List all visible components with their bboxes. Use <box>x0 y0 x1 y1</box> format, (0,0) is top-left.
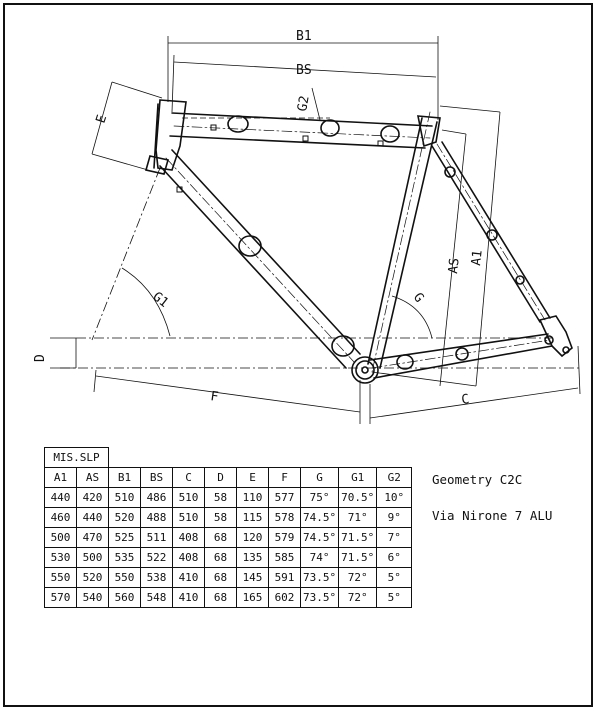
label-g2: G2 <box>295 94 313 113</box>
down-tube <box>160 150 360 368</box>
table-cell: 578 <box>269 508 301 528</box>
table-cell: 510 <box>173 488 205 508</box>
table-cell: 535 <box>109 548 141 568</box>
table-cell: 520 <box>109 508 141 528</box>
table-cell: 520 <box>77 568 109 588</box>
table-cell: 500 <box>77 548 109 568</box>
table-cell: 7° <box>377 528 412 548</box>
label-f: F <box>209 389 220 406</box>
bottom-bracket <box>352 357 378 383</box>
label-as: AS <box>446 257 463 275</box>
table-header-row <box>45 468 412 488</box>
table-cell: 9° <box>377 508 412 528</box>
table-cell: 440 <box>45 488 77 508</box>
table-cell: 68 <box>205 568 237 588</box>
table-cell: 579 <box>269 528 301 548</box>
table-cell: 68 <box>205 588 237 608</box>
column-header-f: F <box>269 468 301 488</box>
table-cell: 58 <box>205 488 237 508</box>
column-header-e: E <box>237 468 269 488</box>
table-cell: 145 <box>237 568 269 588</box>
label-c: C <box>460 392 471 408</box>
table-body <box>45 488 412 608</box>
label-g: G <box>409 290 427 306</box>
table-cell: 548 <box>141 588 173 608</box>
geometry-title: Geometry C2C <box>432 472 523 487</box>
table-cell: 540 <box>77 588 109 608</box>
table-cell: 58 <box>205 508 237 528</box>
geometry-table <box>44 447 412 608</box>
table-cell: 538 <box>141 568 173 588</box>
table-cell: 530 <box>45 548 77 568</box>
table-cell: 74° <box>301 548 339 568</box>
table-row <box>45 508 412 528</box>
table-cell: 577 <box>269 488 301 508</box>
table-cell: 510 <box>109 488 141 508</box>
label-bs: BS <box>296 63 312 78</box>
table-cell: 522 <box>141 548 173 568</box>
table-cell: 486 <box>141 488 173 508</box>
table-cell: 135 <box>237 548 269 568</box>
table-group-header: MIS.SLP <box>45 448 109 468</box>
table-cell: 115 <box>237 508 269 528</box>
column-header-c: C <box>173 468 205 488</box>
table-cell: 74.5° <box>301 528 339 548</box>
table-cell: 408 <box>173 548 205 568</box>
table-cell: 10° <box>377 488 412 508</box>
label-g1: G1 <box>149 289 172 311</box>
table-row <box>45 548 412 568</box>
table-cell: 488 <box>141 508 173 528</box>
column-header-b1: B1 <box>109 468 141 488</box>
table-cell: 110 <box>237 488 269 508</box>
table-row <box>45 528 412 548</box>
table-cell: 5° <box>377 588 412 608</box>
d-dimension <box>50 338 580 368</box>
cable-stops <box>177 125 383 192</box>
column-header-as: AS <box>77 468 109 488</box>
table-cell: 73.5° <box>301 568 339 588</box>
label-e: E <box>93 113 111 126</box>
table-cell: 525 <box>109 528 141 548</box>
column-header-a1: A1 <box>45 468 77 488</box>
table-cell: 410 <box>173 588 205 608</box>
column-header-g: G <box>301 468 339 488</box>
table-cell: 72° <box>339 588 377 608</box>
table-group-row <box>45 448 412 468</box>
g-angle <box>392 296 432 338</box>
table-cell: 5° <box>377 568 412 588</box>
table-cell: 165 <box>237 588 269 608</box>
column-header-bs: BS <box>141 468 173 488</box>
table-cell: 585 <box>269 548 301 568</box>
table-cell: 460 <box>45 508 77 528</box>
table-cell: 73.5° <box>301 588 339 608</box>
table-cell: 511 <box>141 528 173 548</box>
column-header-g2: G2 <box>377 468 412 488</box>
table-cell: 420 <box>77 488 109 508</box>
table-cell: 570 <box>45 588 77 608</box>
c-dimension <box>370 346 580 424</box>
model-name: Via Nirone 7 ALU <box>432 508 553 523</box>
table-cell: 71° <box>339 508 377 528</box>
table-row <box>45 488 412 508</box>
table-cell: 71.5° <box>339 548 377 568</box>
table-cell: 560 <box>109 588 141 608</box>
table-cell: 440 <box>77 508 109 528</box>
table-cell: 550 <box>109 568 141 588</box>
table-cell: 120 <box>237 528 269 548</box>
table-cell: 410 <box>173 568 205 588</box>
table-cell: 408 <box>173 528 205 548</box>
table-cell: 75° <box>301 488 339 508</box>
label-d: D <box>33 354 48 362</box>
table-row <box>45 568 412 588</box>
f-dimension <box>94 370 360 424</box>
table-cell: 68 <box>205 548 237 568</box>
rear-dropout <box>540 316 572 356</box>
label-a1: A1 <box>469 249 486 267</box>
column-header-d: D <box>205 468 237 488</box>
table-row <box>45 588 412 608</box>
table-cell: 72° <box>339 568 377 588</box>
table-cell: 70.5° <box>339 488 377 508</box>
chain-stays <box>370 334 552 378</box>
table-cell: 591 <box>269 568 301 588</box>
table-cell: 470 <box>77 528 109 548</box>
g1-angle <box>92 168 170 340</box>
seat-tube <box>368 112 440 372</box>
label-b1: B1 <box>296 29 312 44</box>
table-cell: 68 <box>205 528 237 548</box>
table-cell: 550 <box>45 568 77 588</box>
table-cell: 6° <box>377 548 412 568</box>
table-cell: 74.5° <box>301 508 339 528</box>
table-cell: 510 <box>173 508 205 528</box>
table-cell: 500 <box>45 528 77 548</box>
table-cell: 602 <box>269 588 301 608</box>
column-header-g1: G1 <box>339 468 377 488</box>
table-cell: 71.5° <box>339 528 377 548</box>
